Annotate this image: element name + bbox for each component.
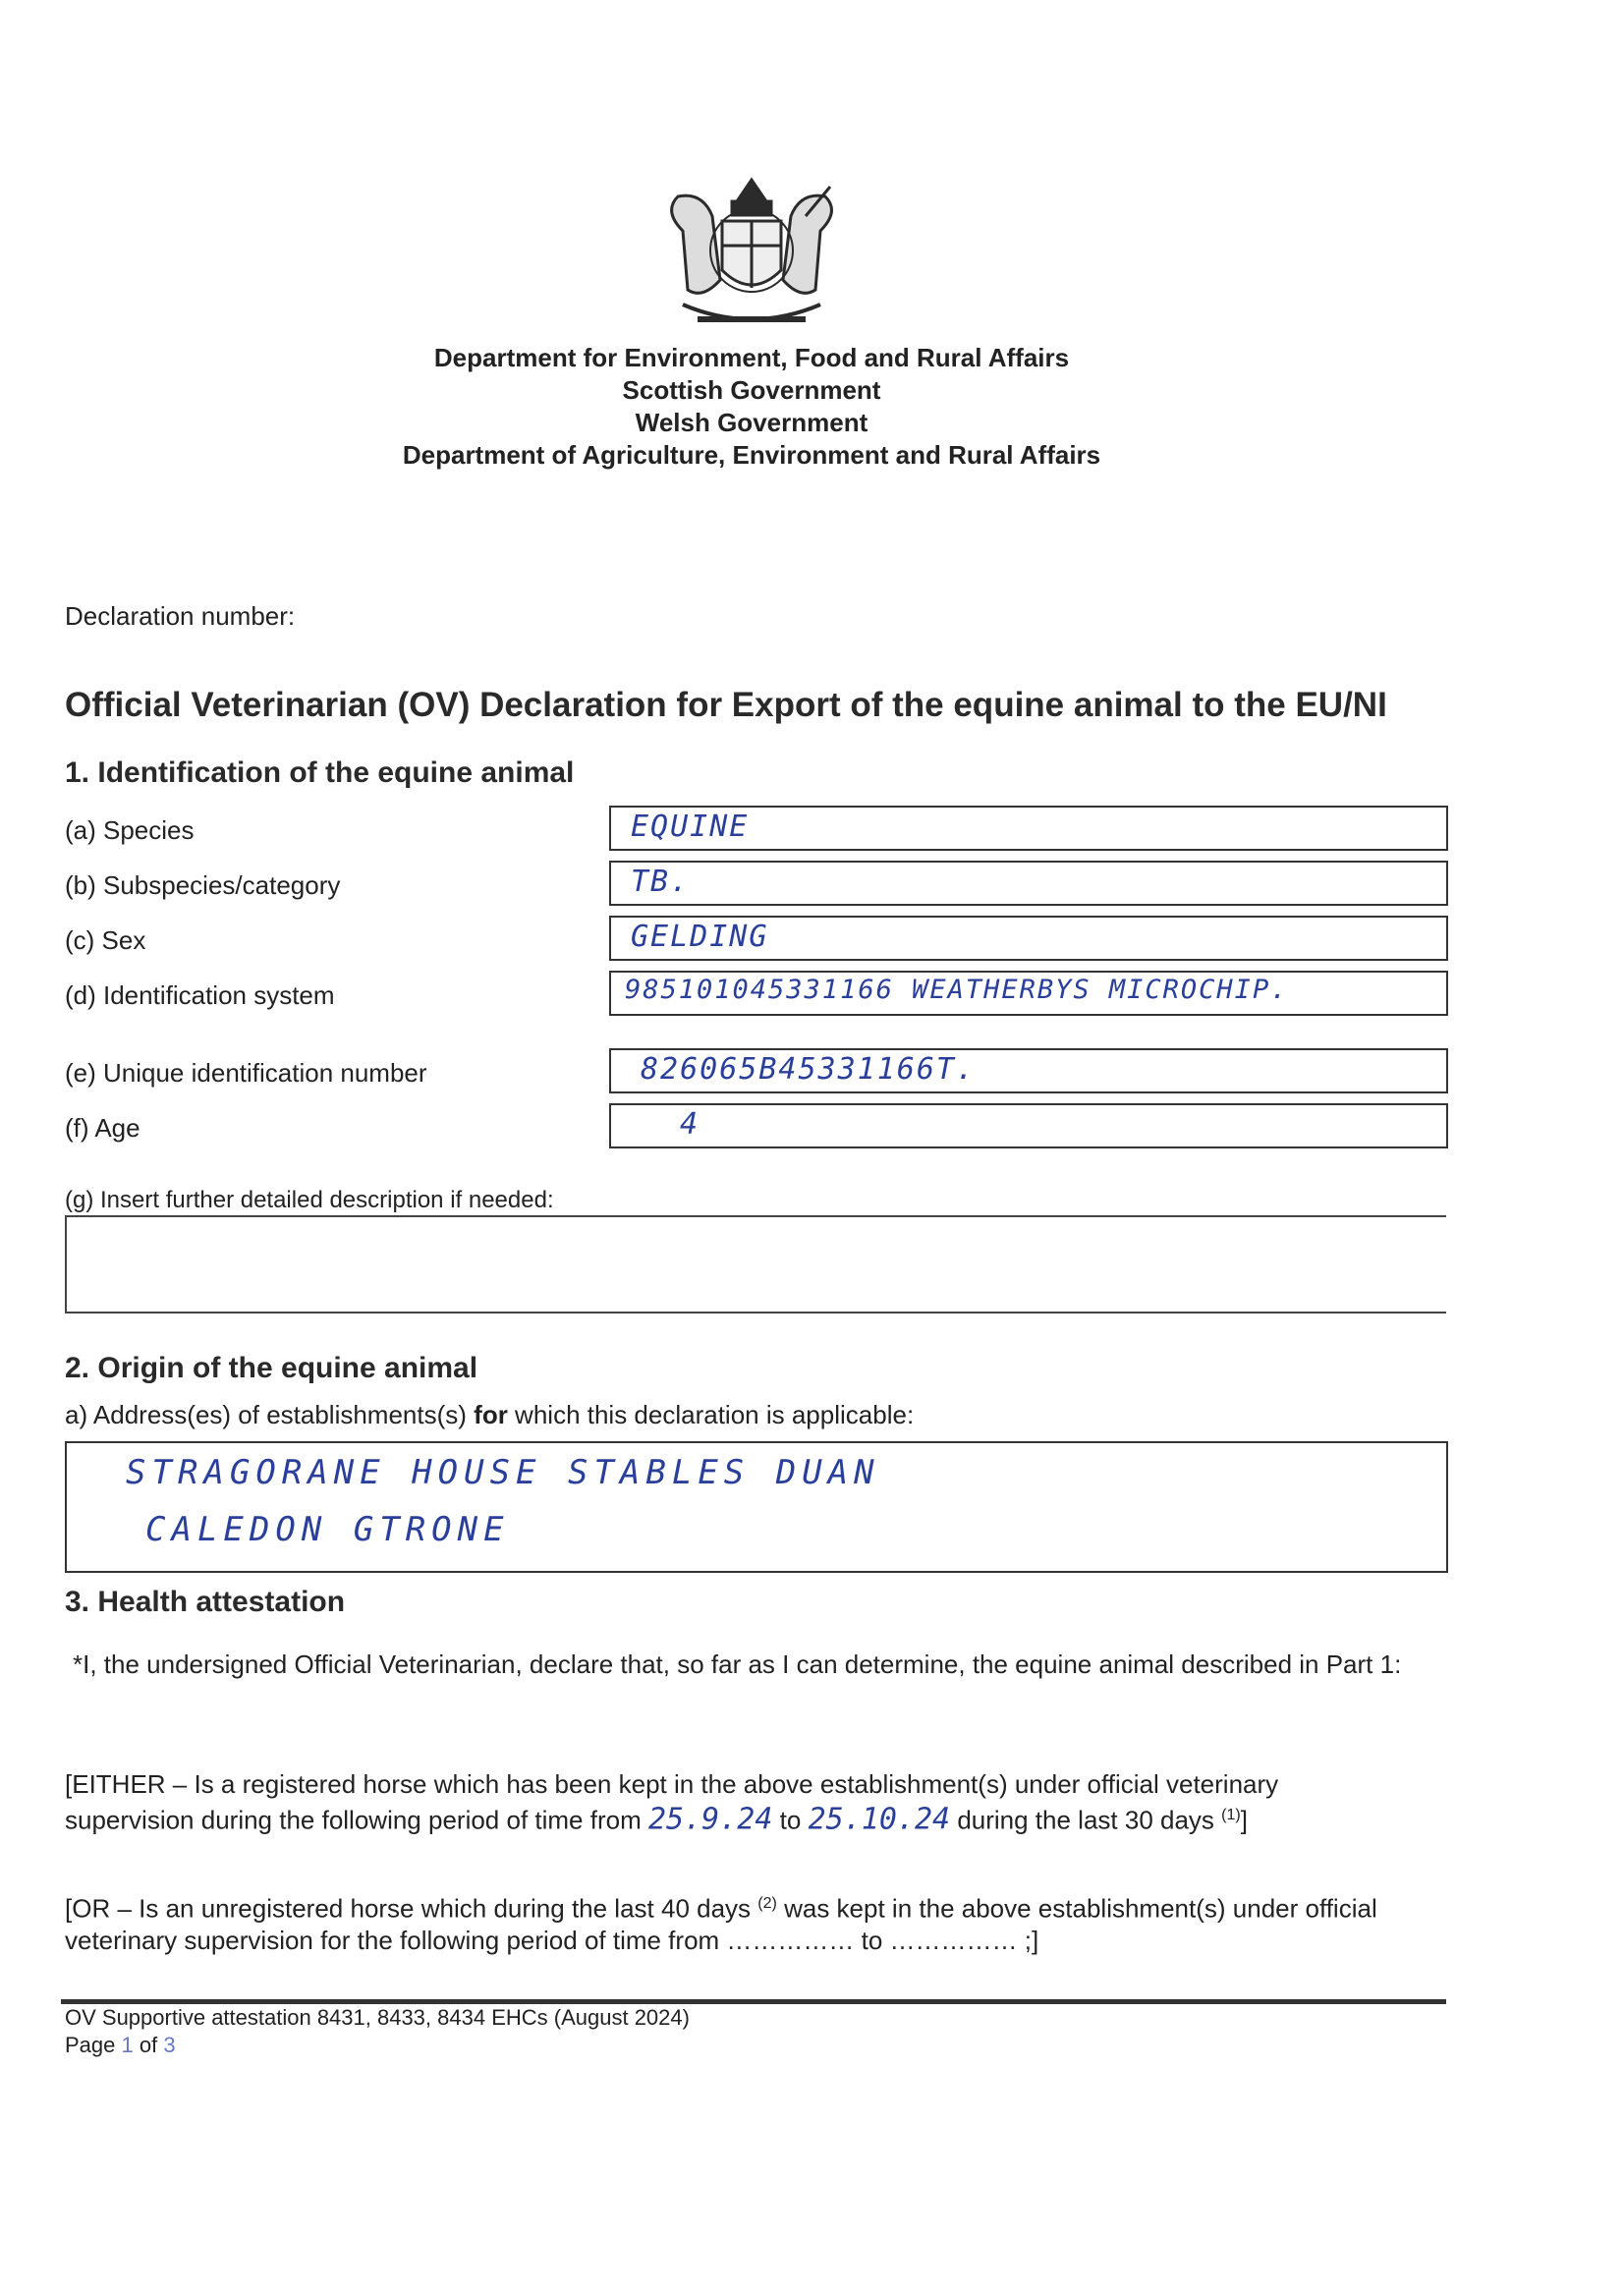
either-to-date: 25.10.24 [808, 1802, 951, 1837]
address-field[interactable] [65, 1441, 1448, 1573]
age-value: 4 [680, 1107, 700, 1142]
or-line-2: veterinary supervision for the following period of time from …………… to …………… ;] [65, 1925, 1039, 1955]
subspecies-label: (b) Subspecies/category [65, 870, 341, 900]
address-label-bold: for [474, 1400, 508, 1429]
declaration-number-label: Declaration number: [65, 601, 296, 631]
page-word: Page [65, 2033, 116, 2057]
either-line-2-post: during the last 30 days [957, 1805, 1214, 1835]
section-1-heading: 1. Identification of the equine animal [65, 756, 575, 789]
either-clause [65, 1768, 1444, 1836]
section-3-heading: 3. Health attestation [65, 1586, 346, 1618]
document-title: Official Veterinarian (OV) Declaration for Export of the equine animal to the EU/NI [65, 686, 1387, 724]
either-line-1: [EITHER – Is a registered horse which has been kept in the above establishment(s) under official veterinary [65, 1769, 1279, 1799]
or-footnote-ref: (2) [757, 1895, 777, 1912]
royal-crest-icon [644, 172, 860, 339]
or-clause [65, 1888, 1444, 1956]
department-list [0, 342, 1503, 472]
or-line-1-pre: [OR – Is an unregistered horse which during the last 40 days [65, 1893, 752, 1924]
sex-label: (c) Sex [65, 925, 146, 955]
species-value: EQUINE [631, 810, 750, 844]
page-of-word: of [139, 2033, 158, 2057]
species-label: (a) Species [65, 815, 195, 845]
unique-id-field[interactable] [609, 1048, 1448, 1093]
department-name: Department of Agriculture, Environment and Rural Affairs [402, 440, 1101, 470]
either-from-date: 25.9.24 [647, 1802, 773, 1837]
age-field[interactable] [609, 1103, 1448, 1148]
or-line-1-post: was kept in the above establishment(s) under official [784, 1893, 1377, 1924]
address-line-1: STRAGORANE HOUSE STABLES DUAN [126, 1453, 880, 1492]
department-name: Scottish Government [622, 375, 881, 405]
department-name: Welsh Government [635, 408, 868, 437]
either-close-bracket: ] [1240, 1805, 1248, 1835]
either-line-2 [65, 1800, 1444, 1836]
or-line-1 [65, 1888, 1444, 1925]
sex-field[interactable] [609, 916, 1448, 961]
either-to-word: to [779, 1805, 802, 1835]
sex-value: GELDING [631, 920, 769, 954]
unique-id-label: (e) Unique identification number [65, 1058, 427, 1088]
identification-system-label: (d) Identification system [65, 980, 335, 1010]
address-line-2: CALEDON GTRONE [145, 1510, 510, 1549]
attestation-intro: *I, the undersigned Official Veterinarian, declare that, so far as I can determine, the equine animal described in Part 1: [73, 1649, 1402, 1679]
identification-system-field[interactable] [609, 971, 1448, 1016]
address-label-pre: a) Address(es) of establishments(s) [65, 1400, 475, 1429]
species-field[interactable] [609, 806, 1448, 851]
footer [65, 2004, 690, 2059]
age-label: (f) Age [65, 1113, 140, 1143]
either-line-2-pre: supervision during the following period of time from [65, 1805, 642, 1835]
footer-attestation-ref: OV Supportive attestation 8431, 8433, 8434 EHCs (August 2024) [65, 2005, 690, 2030]
unique-id-value: 826065B45331166T. [641, 1052, 977, 1087]
department-name: Department for Environment, Food and Rural Affairs [433, 343, 1070, 372]
address-label [65, 1400, 914, 1430]
section-2-heading: 2. Origin of the equine animal [65, 1352, 478, 1384]
page-indicator [65, 2032, 690, 2059]
page-number: 1 [121, 2033, 134, 2057]
further-description-field[interactable] [65, 1217, 1446, 1314]
either-footnote-ref: (1) [1221, 1807, 1241, 1823]
address-label-post: which this declaration is applicable: [507, 1400, 915, 1429]
identification-system-value: 985101045331166 WEATHERBYS MICROCHIP. [625, 975, 1289, 1005]
further-description-label: (g) Insert further detailed description if needed: [65, 1187, 554, 1213]
subspecies-field[interactable] [609, 861, 1448, 906]
subspecies-value: TB. [631, 865, 691, 899]
page-total: 3 [163, 2033, 176, 2057]
